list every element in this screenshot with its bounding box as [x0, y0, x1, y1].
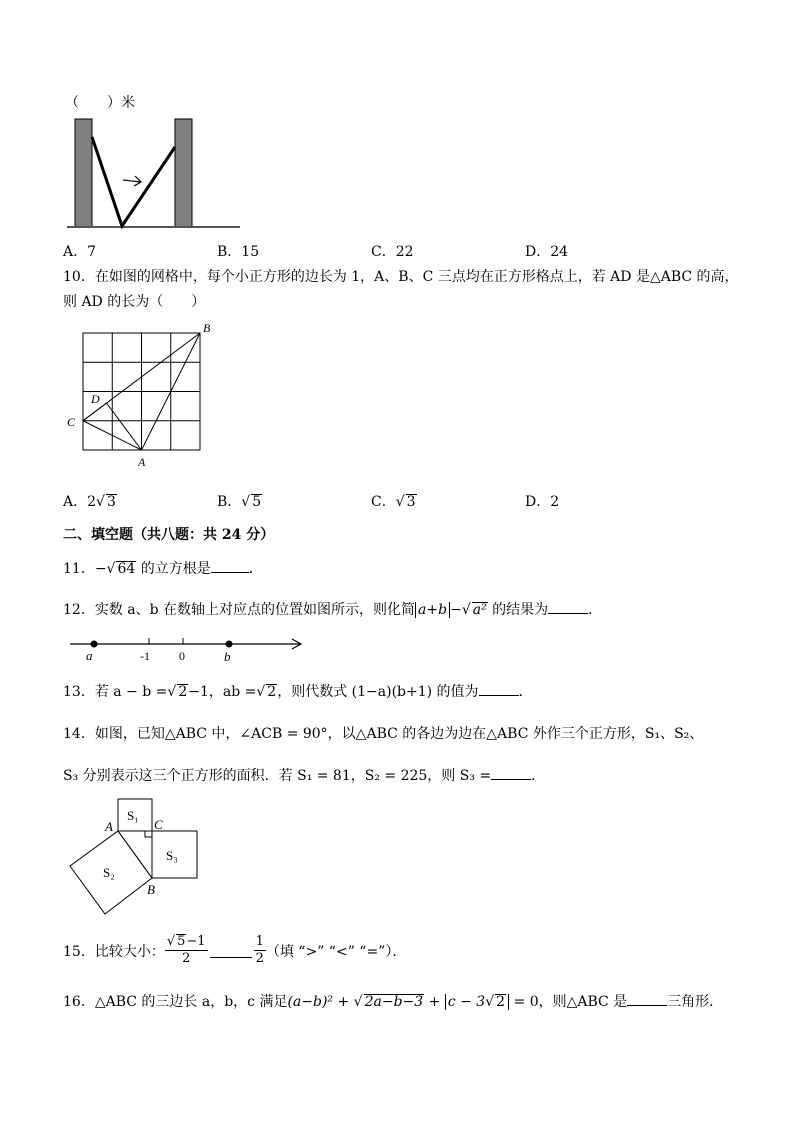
q13-root2: 2 — [267, 684, 277, 700]
q9-option-a[interactable]: A．7 — [63, 244, 97, 260]
q13-mid2: ，则代数式 (1−a)(b+1) 的值为 — [277, 684, 479, 700]
q10-line1: 10．在如图的网格中，每个小正方形的边长为 1，A、B、C 三点均在正方形格点上，若 AD 是△ABC 的高， — [63, 269, 739, 285]
q10-option-b[interactable]: B．√ 5 — [217, 494, 262, 510]
q9-stem-tail: （ ）米 — [65, 95, 135, 111]
label-a: a — [86, 648, 93, 663]
q9-option-c[interactable]: C．22 — [371, 244, 414, 260]
q15-frac1-root: 5 — [177, 934, 186, 949]
q15-answer-blank[interactable] — [210, 943, 252, 958]
point-b — [226, 641, 233, 648]
q13-answer-blank[interactable] — [479, 695, 519, 696]
q11-end: ． — [248, 561, 263, 577]
arrow-icon — [123, 176, 141, 186]
q12-text: 12．实数 a、b 在数轴上对应点的位置如图所示，则化简 — [63, 602, 416, 618]
q16-answer-blank[interactable] — [627, 1005, 667, 1006]
q16-end: 三角形． — [667, 994, 724, 1010]
q9-option-b[interactable]: B．15 — [217, 244, 260, 260]
q10-option-d[interactable]: D．2 — [525, 494, 560, 510]
q16: 16．△ABC 的三边长 a，b，c 满足(a−b)² + √ 2a−b−3 + c − 3√ 2 = 0，则△ABC 是 三角形． — [63, 994, 724, 1010]
q12-abs: a+b — [415, 602, 450, 618]
q12-answer-blank[interactable] — [548, 613, 588, 614]
q16-square: (a−b)² — [287, 994, 334, 1010]
q15-fraction1: $\frac{√ 5-1}{2}$ — [166, 934, 206, 966]
q13-mid1: −1，ab = — [188, 684, 257, 700]
point-a — [91, 641, 98, 648]
q14-line1: 14．如图，已知△ABC 中，∠ACB = 90°，以△ABC 的各边为边在△ABC 外作三个正方形，S₁、S₂、 — [63, 726, 704, 742]
q12-suffix: 的结果为 — [487, 602, 549, 618]
q16-abs-root: 2 — [496, 994, 506, 1010]
q16-plus2: + — [424, 994, 445, 1010]
q12-root: a² — [472, 602, 487, 618]
label-c: C — [67, 415, 76, 429]
label-b: B — [147, 882, 155, 897]
label-a: A — [138, 455, 146, 469]
q16-prefix: 16．△ABC 的三边长 a，b，c 满足 — [63, 994, 288, 1010]
label-0: 0 — [179, 649, 185, 663]
q14-answer-blank[interactable] — [491, 779, 531, 780]
label-s2: S₂ — [103, 865, 115, 880]
q10-option-c-root: 3 — [406, 494, 416, 510]
q11-prefix: 11．− — [63, 561, 107, 577]
q15-frac1-den: 2 — [182, 951, 191, 966]
q15-frac2-den: 2 — [255, 951, 264, 966]
q10-option-b-root: 5 — [252, 494, 262, 510]
q9-option-d[interactable]: D．24 — [525, 244, 569, 260]
q11: 11．−√ 64 的立方根是 ． — [63, 561, 263, 577]
q11-suffix: 的立方根是 — [136, 561, 211, 577]
q14-line2 — [63, 765, 545, 785]
q13: 13．若 a − b =√ 2−1，ab =√ 2，则代数式 (1−a)(b+1) 的值为 ． — [63, 684, 533, 700]
label-s3: S₃ — [166, 848, 178, 863]
q10-option-a-root: 3 — [106, 494, 116, 510]
q11-answer-blank[interactable] — [211, 572, 249, 573]
q15-prefix: 15．比较大小： — [63, 943, 165, 960]
q9-ladder-figure — [63, 112, 243, 236]
q15-frac2-num: 1 — [255, 934, 264, 949]
q16-root: 2a−b−3 — [364, 994, 424, 1010]
q10-option-c-label: C． — [371, 494, 396, 510]
q16-abs-pre: c − 3 — [447, 994, 486, 1010]
q15 — [63, 934, 406, 967]
q14-squares-figure — [63, 795, 208, 920]
label-b: B — [203, 321, 211, 335]
q13-prefix: 13．若 a − b = — [63, 684, 168, 700]
q10-option-c[interactable]: C．√ 3 — [371, 494, 416, 510]
q13-end: ． — [518, 684, 533, 700]
q16-mid: = 0，则△ABC 是 — [509, 994, 628, 1010]
q12-end: ． — [588, 602, 603, 618]
q16-abs: c − 3√ 2 — [445, 994, 509, 1010]
q14-line2-text: S₃ 分别表示这三个正方形的面积．若 S₁ = 81，S₂ = 225，则 S₃ = — [63, 768, 492, 784]
left-wall — [75, 119, 92, 227]
label-s1: S₁ — [127, 808, 139, 823]
q12-minus: − — [450, 602, 462, 618]
q10-option-a[interactable]: A．2√ 3 — [63, 494, 116, 510]
q16-plus: + — [333, 994, 354, 1010]
label-a: A — [105, 819, 113, 834]
q10-line2: 则 AD 的长为（ ） — [63, 294, 206, 310]
label-neg1: -1 — [140, 649, 150, 663]
q12: 12．实数 a、b 在数轴上对应点的位置如图所示，则化简 a+b −√ a² 的结果为 ． — [63, 602, 603, 618]
q13-root1: 2 — [178, 684, 188, 700]
label-d: D — [91, 392, 100, 406]
section-title: 二、填空题（共八题：共 24 分） — [63, 527, 275, 543]
q14-end: ． — [531, 768, 546, 784]
label-b: b — [224, 649, 231, 664]
q15-frac1-tail: −1 — [186, 934, 206, 949]
label-c: C — [154, 817, 163, 832]
q15-fraction2 — [254, 934, 266, 967]
grid-lines — [83, 333, 200, 450]
q10-grid-figure — [63, 320, 223, 470]
q15-suffix: （填 “>” “<” “=”）． — [265, 943, 407, 960]
q11-root: 64 — [117, 561, 136, 577]
q10-option-b-label: B． — [217, 494, 242, 510]
q10-option-a-label: A．2 — [63, 494, 97, 510]
right-wall — [175, 119, 192, 227]
q12-number-line — [68, 632, 308, 666]
right-angle-mark — [145, 831, 152, 837]
